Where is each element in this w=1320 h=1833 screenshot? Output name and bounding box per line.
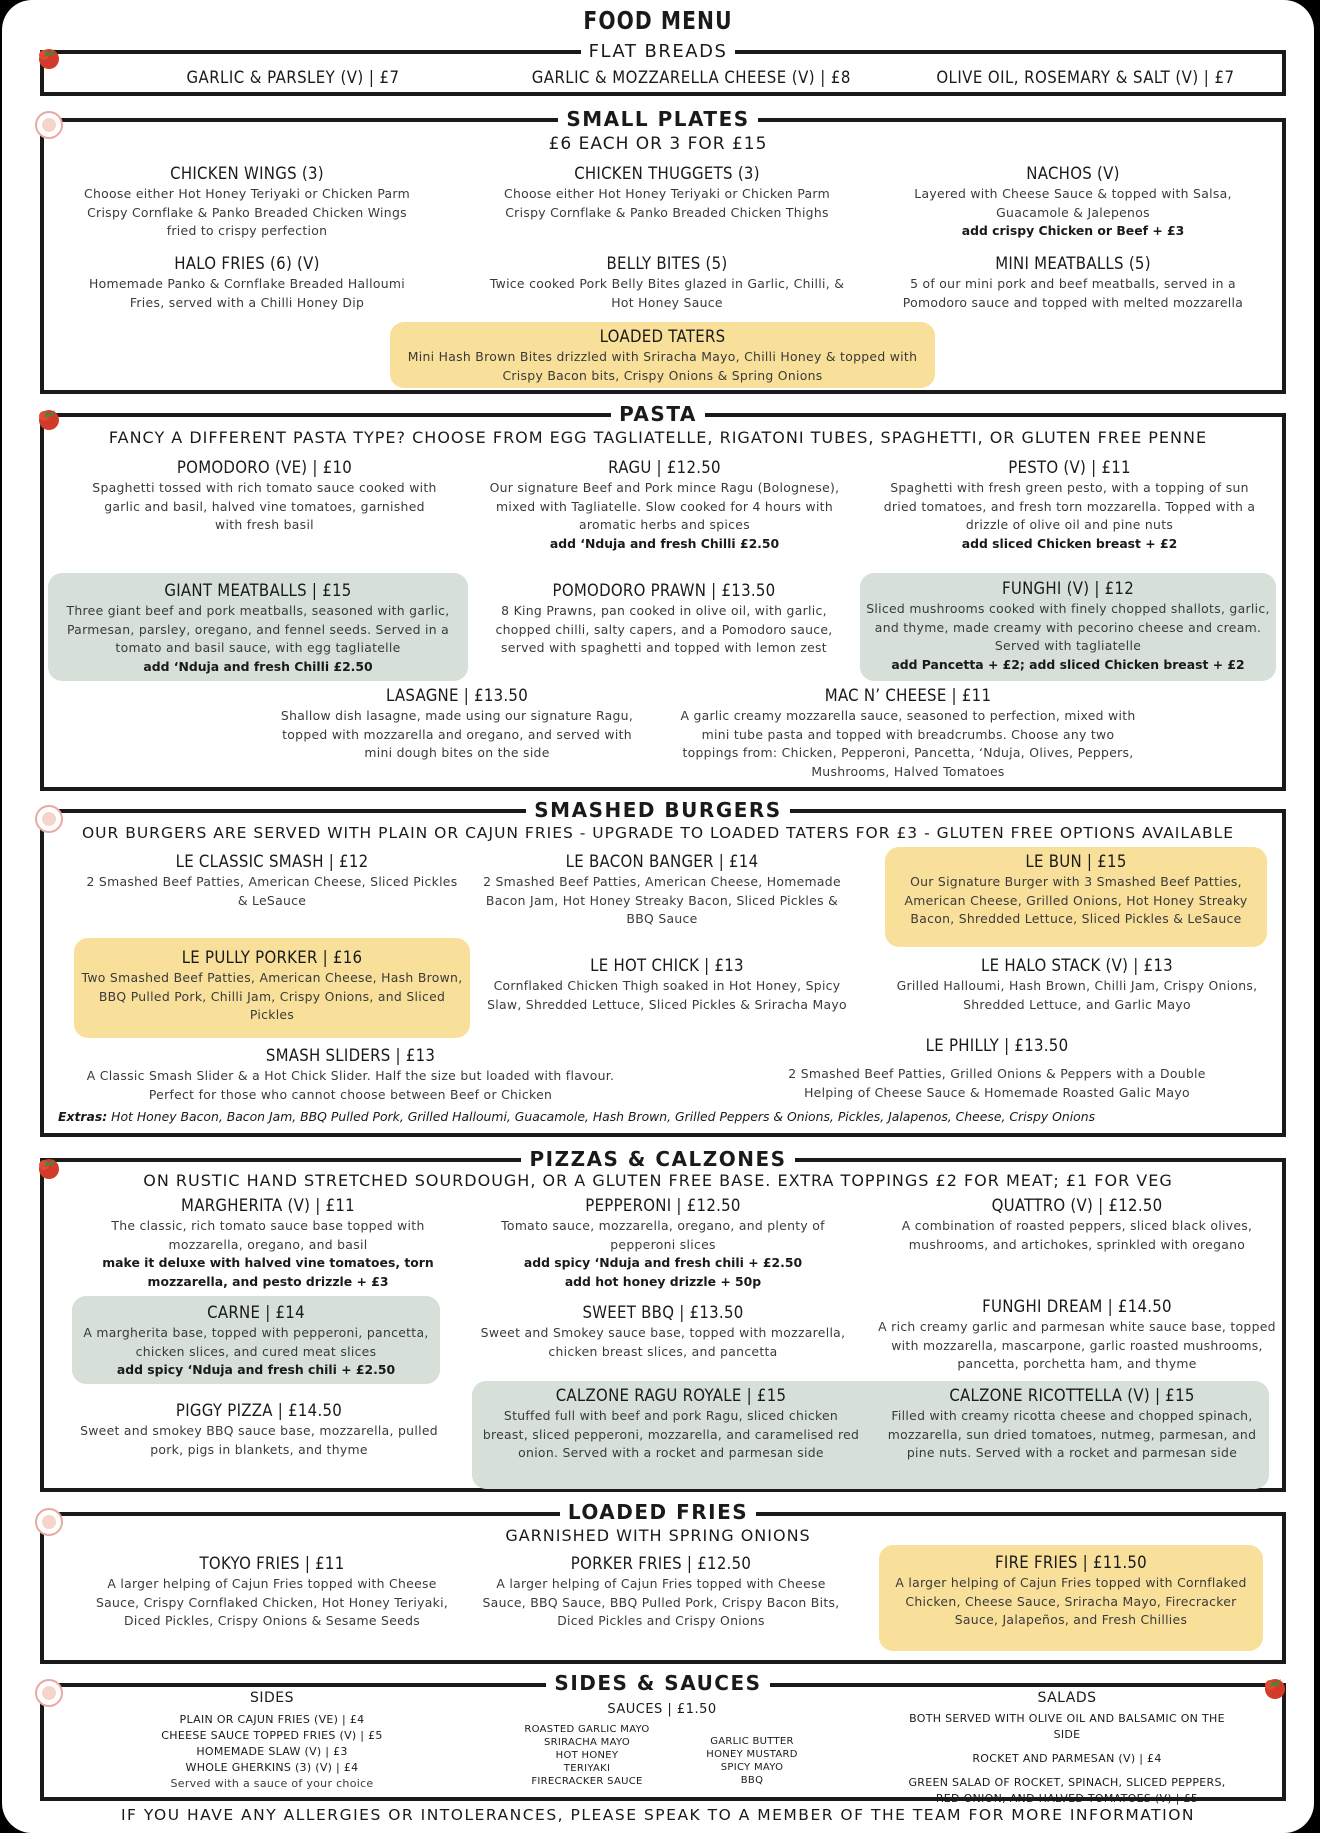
item-desc: A larger helping of Cajun Fries topped with Cheese Sauce, Crispy Cornflaked Chicken, Hot Honey Teriyaki, Diced Pickles, Crispy Onions & Sesame Seeds — [95, 1576, 449, 1629]
sauce-item: GARLIC BUTTER — [710, 1736, 794, 1747]
item-desc: The classic, rich tomato sauce base topped with mozzarella, oregano, and basil — [111, 1218, 425, 1252]
menu-item — [82, 851, 462, 910]
sauce-item: BBQ — [740, 1775, 764, 1786]
item-addon: add ‘Nduja and fresh Chilli £2.50 — [143, 658, 373, 674]
item-name: GIANT MEATBALLS | £15 — [164, 581, 352, 601]
menu-sheet — [2, 0, 1314, 1833]
sauce-item: TERIYAKI — [563, 1763, 611, 1774]
item-addon: add Pancetta + £2; add sliced Chicken breast + £2 — [891, 656, 1245, 672]
menu-item — [272, 685, 642, 763]
item-desc: Our signature Beef and Pork mince Ragu (Bolognese), mixed with Tagliatelle. Slow cooked for 4 hours with aromatic herbs and spices — [489, 480, 840, 533]
item-desc: 2 Smashed Beef Patties, Grilled Onions & Peppers with a Double Helping of Cheese Sauce & Homemade Roasted Galic Mayo — [788, 1066, 1206, 1100]
sides-note: Served with a sauce of your choice — [170, 1777, 374, 1790]
menu-item — [888, 253, 1258, 312]
item-name: MINI MEATBALLS (5) — [995, 254, 1151, 274]
item-desc: 2 Smashed Beef Patties, American Cheese, Homemade Bacon Jam, Hot Honey Streaky Bacon, Sliced Pickles & BBQ Sauce — [483, 874, 841, 927]
round-stamp-logo-icon — [34, 1507, 64, 1537]
item-name: POMODORO PRAWN | £13.50 — [552, 581, 776, 601]
item-name: LE PHILLY | £13.50 — [925, 1036, 1069, 1056]
item-name: PIGGY PIZZA | £14.50 — [175, 1401, 343, 1421]
sauces-list — [692, 1735, 812, 1787]
menu-item — [92, 1553, 452, 1631]
menu-item — [882, 457, 1257, 553]
menu-item — [478, 580, 850, 658]
item-name: LASAGNE | £13.50 — [385, 686, 529, 706]
item-addon: make it deluxe with halved vine tomatoes, torn mozzarella, and pesto drizzle + £3 — [102, 1255, 434, 1289]
burgers-title: SMASHED BURGERS — [2, 798, 1314, 822]
item-name: RAGU | £12.50 — [608, 458, 721, 478]
menu-item — [864, 578, 1272, 674]
menu-item — [78, 947, 466, 1025]
item-name: LOADED TATERS — [599, 327, 726, 347]
menu-title: FOOD MENU — [583, 6, 733, 35]
tomato-logo-icon — [1260, 1672, 1290, 1702]
item-name: SWEET BBQ | £13.50 — [582, 1303, 744, 1323]
round-stamp-logo-icon — [34, 110, 64, 140]
item-addon: add sliced Chicken breast + £2 — [961, 535, 1178, 551]
menu-item — [762, 1035, 1232, 1102]
sauce-item: SPICY MAYO — [720, 1762, 784, 1773]
menu-item — [472, 851, 852, 929]
item-desc: A larger helping of Cajun Fries topped with Cheese Sauce, BBQ Sauce, BBQ Pulled Pork, Crispy Bacon Bits, Diced Pickles and Crispy Onions — [482, 1576, 840, 1629]
salads-note: BOTH SERVED WITH OLIVE OIL AND BALSAMIC ON THE SIDE — [909, 1712, 1225, 1741]
salad-item: ROCKET AND PARMESAN (V) | £4 — [972, 1752, 1162, 1765]
menu-item — [482, 163, 852, 222]
menu-item — [888, 163, 1258, 241]
menu-item — [92, 457, 437, 535]
sauces-title: SAUCES | £1.50 — [607, 1702, 717, 1717]
menu-item — [678, 685, 1138, 781]
menu-item — [394, 326, 931, 385]
item-desc: A Classic Smash Slider & a Hot Chick Slider. Half the size but loaded with flavour. Perfect for those who cannot choose between Beef or Chicken — [86, 1068, 615, 1102]
item-name: LE HALO STACK (V) | £13 — [981, 956, 1173, 976]
menu-item — [78, 1045, 623, 1104]
item-name: PESTO (V) | £11 — [1008, 458, 1131, 478]
menu-item — [882, 1385, 1262, 1463]
item-desc: Spaghetti with fresh green pesto, with a topping of sun dried tomatoes, and fresh torn mozzarella. Topped with a drizzle of olive oil and pine nuts — [883, 480, 1256, 533]
menu-item — [480, 1385, 862, 1463]
pasta-title: PASTA — [2, 402, 1314, 426]
menu-item — [482, 955, 852, 1014]
menu-item — [877, 1296, 1277, 1374]
menu-item — [889, 851, 1263, 929]
loaded-fries-title: LOADED FRIES — [2, 1500, 1314, 1524]
item-name: TOKYO FRIES | £11 — [199, 1554, 345, 1574]
loaded-fries-subtitle: GARNISHED WITH SPRING ONIONS — [505, 1526, 811, 1545]
item-name: LE BACON BANGER | £14 — [565, 852, 759, 872]
round-stamp-logo-icon — [34, 1678, 64, 1708]
item-desc: A margherita base, topped with pepperoni, pancetta, chicken slices, and cured meat slices — [83, 1325, 429, 1359]
menu-item — [476, 1302, 850, 1361]
item-desc: A garlic creamy mozzarella sauce, seasoned to perfection, mixed with mini tube pasta and topped with breadcrumbs. Choose any two toppings from: Chicken, Pepperoni, Pancetta, ‘Nduja, Olives, Peppers, Mushrooms, Halved Tomatoes — [680, 708, 1136, 779]
item-name: LE BUN | £15 — [1025, 852, 1127, 872]
flat-breads-title: FLAT BREADS — [2, 41, 1314, 62]
pizzas-subtitle: ON RUSTIC HAND STRETCHED SOURDOUGH, OR A GLUTEN FREE BASE. EXTRA TOPPINGS £2 FOR MEAT; £1 FOR VEG — [143, 1171, 1173, 1190]
sauce-item: HONEY MUSTARD — [706, 1749, 798, 1760]
menu-item — [482, 457, 847, 553]
tomato-logo-icon — [34, 1152, 64, 1182]
extras-label: Extras: — [58, 1109, 108, 1124]
salad-item: GREEN SALAD OF ROCKET, SPINACH, SLICED PEPPERS, RED ONION, AND HALVED TOMATOES (V) | £5 — [908, 1776, 1226, 1805]
item-name: NACHOS (V) — [1026, 164, 1120, 184]
item-addon: add spicy ‘Nduja and fresh chili + £2.50 — [116, 1362, 396, 1378]
item-desc: A combination of roasted peppers, sliced black olives, mushrooms, and artichokes, sprinkled with oregano — [901, 1218, 1253, 1252]
item-name: LE PULLY PORKER | £16 — [181, 948, 363, 968]
item-addon: add hot honey drizzle + 50p — [564, 1273, 762, 1289]
item-desc: Spaghetti tossed with rich tomato sauce cooked with garlic and basil, halved vine tomatoes, garnished with fresh basil — [92, 480, 437, 533]
menu-item — [74, 1400, 444, 1459]
item-desc: Homemade Panko & Cornflake Breaded Halloumi Fries, served with a Chilli Honey Dip — [88, 276, 406, 310]
item-desc: Choose either Hot Honey Teriyaki or Chicken Parm Crispy Cornflake & Panko Breaded Chicken Thighs — [504, 186, 830, 220]
item-desc: Our Signature Burger with 3 Smashed Beef Patties, American Cheese, Grilled Onions, Hot Honey Streaky Bacon, Shredded Lettuce, Sliced Pickles & LeSauce — [904, 874, 1248, 927]
allergy-footer: IF YOU HAVE ANY ALLERGIES OR INTOLERANCES, PLEASE SPEAK TO A MEMBER OF THE TEAM FOR MORE INFORMATION — [120, 1806, 1196, 1824]
item-addon: add spicy ‘Nduja and fresh chili + £2.50 — [523, 1255, 803, 1271]
item-name: LE HOT CHICK | £13 — [590, 956, 744, 976]
menu-item — [78, 1195, 458, 1291]
item-name: FUNGHI (V) | £12 — [1002, 579, 1134, 599]
menu-item — [474, 1553, 848, 1631]
item-desc: Tomato sauce, mozzarella, oregano, and plenty of pepperoni slices — [501, 1218, 825, 1252]
item-desc: 5 of our mini pork and beef meatballs, served in a Pomodoro sauce and topped with melted mozzarella — [902, 276, 1244, 310]
salads-block — [907, 1690, 1227, 1807]
menu-item — [892, 955, 1262, 1014]
item-desc: Choose either Hot Honey Teriyaki or Chicken Parm Crispy Cornflake & Panko Breaded Chicken Wings fried to crispy perfection — [84, 186, 410, 239]
burgers-subtitle: OUR BURGERS ARE SERVED WITH PLAIN OR CAJUN FRIES - UPGRADE TO LOADED TATERS FOR £3 - GLUTEN FREE OPTIONS AVAILABLE — [81, 824, 1235, 842]
menu-item — [72, 253, 422, 312]
item-desc: Mini Hash Brown Bites drizzled with Sriracha Mayo, Chilli Honey & topped with Crispy Bacon bits, Crispy Onions & Spring Onions — [407, 349, 918, 383]
item-desc: A larger helping of Cajun Fries topped with Cornflaked Chicken, Cheese Sauce, Sriracha Mayo, Firecracker Sauce, Jalapeños, and Fresh Chillies — [895, 1575, 1247, 1628]
item-addon: add crispy Chicken or Beef + £3 — [961, 223, 1185, 239]
item-desc: 8 King Prawns, pan cooked in olive oil, with garlic, chopped chilli, salty capers, and a Pomodoro sauce, served with spaghetti and topped with lemon zest — [495, 603, 833, 656]
round-stamp-logo-icon — [34, 804, 64, 834]
item-desc: Twice cooked Pork Belly Bites glazed in Garlic, Chilli, & Hot Honey Sauce — [489, 276, 845, 310]
item-name: CALZONE RICOTTELLA (V) | £15 — [949, 1386, 1195, 1406]
tomato-logo-icon — [34, 403, 64, 433]
small-plates-subtitle: £6 EACH OR 3 FOR £15 — [548, 134, 768, 154]
salads-title: SALADS — [1037, 1690, 1097, 1706]
menu-item — [892, 1195, 1262, 1254]
item-name: SMASH SLIDERS | £13 — [265, 1046, 436, 1066]
pasta-subtitle: FANCY A DIFFERENT PASTA TYPE? CHOOSE FROM EGG TAGLIATELLE, RIGATONI TUBES, SPAGHETTI, OR GLUTEN FREE PENNE — [108, 428, 1208, 447]
side-item: CHEESE SAUCE TOPPED FRIES (V) | £5 — [161, 1729, 383, 1742]
item-desc: Cornflaked Chicken Thigh soaked in Hot Honey, Spicy Slaw, Shredded Lettuce, Sliced Pickles & Sriracha Mayo — [487, 978, 847, 1012]
item-desc: Two Smashed Beef Patties, American Cheese, Hash Brown, BBQ Pulled Pork, Chilli Jam, Crispy Onions, and Sliced Pickles — [81, 970, 463, 1023]
menu-item — [72, 163, 422, 241]
sauce-item: HOT HONEY — [555, 1750, 619, 1761]
item-name: POMODORO (VE) | £10 — [176, 458, 353, 478]
item-addon: add ‘Nduja and fresh Chilli £2.50 — [549, 535, 780, 551]
flat-bread-item: GARLIC & MOZZARELLA CHEESE (V) | £8 — [531, 68, 851, 88]
tomato-logo-icon — [34, 42, 64, 72]
menu-item — [482, 253, 852, 312]
item-name: HALO FRIES (6) (V) — [174, 254, 320, 274]
item-name: LE CLASSIC SMASH | £12 — [175, 852, 369, 872]
item-desc: Shallow dish lasagne, made using our signature Ragu, topped with mozzarella and oregano, and served with mini dough bites on the side — [280, 708, 634, 761]
item-name: CHICKEN WINGS (3) — [170, 164, 324, 184]
side-item: HOMEMADE SLAW (V) | £3 — [196, 1745, 348, 1758]
item-desc: Layered with Cheese Sauce & topped with Salsa, Guacamole & Jalepenos — [914, 186, 1232, 220]
side-item: WHOLE GHERKINS (3) (V) | £4 — [185, 1761, 359, 1774]
item-name: CARNE | £14 — [207, 1303, 305, 1323]
item-desc: Sliced mushrooms cooked with finely chopped shallots, garlic, and thyme, made creamy with pecorino cheese and cream. Served with tagliatelle — [866, 601, 1270, 654]
item-desc: Sweet and Smokey sauce base, topped with mozzarella, chicken breast slices, and pancetta — [480, 1325, 846, 1359]
item-name: CALZONE RAGU ROYALE | £15 — [555, 1386, 787, 1406]
sauce-item: FIRECRACKER SAUCE — [531, 1776, 643, 1787]
sides-title: SIDES — [249, 1690, 295, 1706]
item-name: PEPPERONI | £12.50 — [585, 1196, 741, 1216]
item-desc: A rich creamy garlic and parmesan white sauce base, topped with mozzarella, mascarpone, garlic roasted mushrooms, pancetta, porchetta ham, and thyme — [878, 1319, 1276, 1372]
menu-item — [892, 1552, 1250, 1630]
sauce-item: ROASTED GARLIC MAYO — [524, 1724, 650, 1735]
item-name: MAC N’ CHEESE | £11 — [824, 686, 992, 706]
item-name: FIRE FRIES | £11.50 — [995, 1553, 1147, 1573]
item-desc: Filled with creamy ricotta cheese and chopped spinach, mozzarella, sun dried tomatoes, nutmeg, parmesan, and pine nuts. Served with a rocket and parmesan side — [887, 1408, 1257, 1461]
item-desc: 2 Smashed Beef Patties, American Cheese, Sliced Pickles & LeSauce — [86, 874, 458, 908]
sides-sauces-title: SIDES & SAUCES — [2, 1671, 1314, 1695]
item-desc: Stuffed full with beef and pork Ragu, sliced chicken breast, sliced pepperoni, mozzarella, and caramelised red onion. Served with a rocket and parmesan side — [482, 1408, 860, 1461]
pizzas-title: PIZZAS & CALZONES — [2, 1147, 1314, 1171]
item-desc: Grilled Halloumi, Hash Brown, Chilli Jam, Crispy Onions, Shredded Lettuce, and Garlic Mayo — [896, 978, 1258, 1012]
item-name: FUNGHI DREAM | £14.50 — [982, 1297, 1172, 1317]
side-item: PLAIN OR CAJUN FRIES (VE) | £4 — [179, 1713, 365, 1726]
small-plates-title: SMALL PLATES — [2, 107, 1314, 131]
sides-block — [122, 1690, 422, 1792]
burger-extras — [58, 1109, 1278, 1124]
sauce-item: SRIRACHA MAYO — [544, 1737, 630, 1748]
menu-item — [52, 580, 464, 676]
item-name: BELLY BITES (5) — [606, 254, 728, 274]
flat-bread-item: OLIVE OIL, ROSEMARY & SALT (V) | £7 — [936, 68, 1235, 88]
sauces-title-block — [562, 1702, 762, 1717]
menu-item — [76, 1302, 436, 1380]
item-desc: Sweet and smokey BBQ sauce base, mozzarella, pulled pork, pigs in blankets, and thyme — [80, 1423, 438, 1457]
sauces-list — [512, 1723, 662, 1788]
menu-item — [476, 1195, 850, 1291]
item-name: PORKER FRIES | £12.50 — [570, 1554, 752, 1574]
item-name: MARGHERITA (V) | £11 — [181, 1196, 355, 1216]
item-name: CHICKEN THUGGETS (3) — [574, 164, 760, 184]
item-desc: Three giant beef and pork meatballs, seasoned with garlic, Parmesan, parsley, oregano, and fennel seeds. Served in a tomato and basil sauce, with egg tagliatelle — [66, 603, 450, 656]
flat-bread-item: GARLIC & PARSLEY (V) | £7 — [186, 68, 400, 88]
item-name: QUATTRO (V) | £12.50 — [991, 1196, 1163, 1216]
extras-list: Hot Honey Bacon, Bacon Jam, BBQ Pulled Pork, Grilled Halloumi, Guacamole, Hash Brown, Grilled Peppers & Onions, Pickles, Jalapenos, Cheese, Crispy Onions — [111, 1109, 1096, 1124]
